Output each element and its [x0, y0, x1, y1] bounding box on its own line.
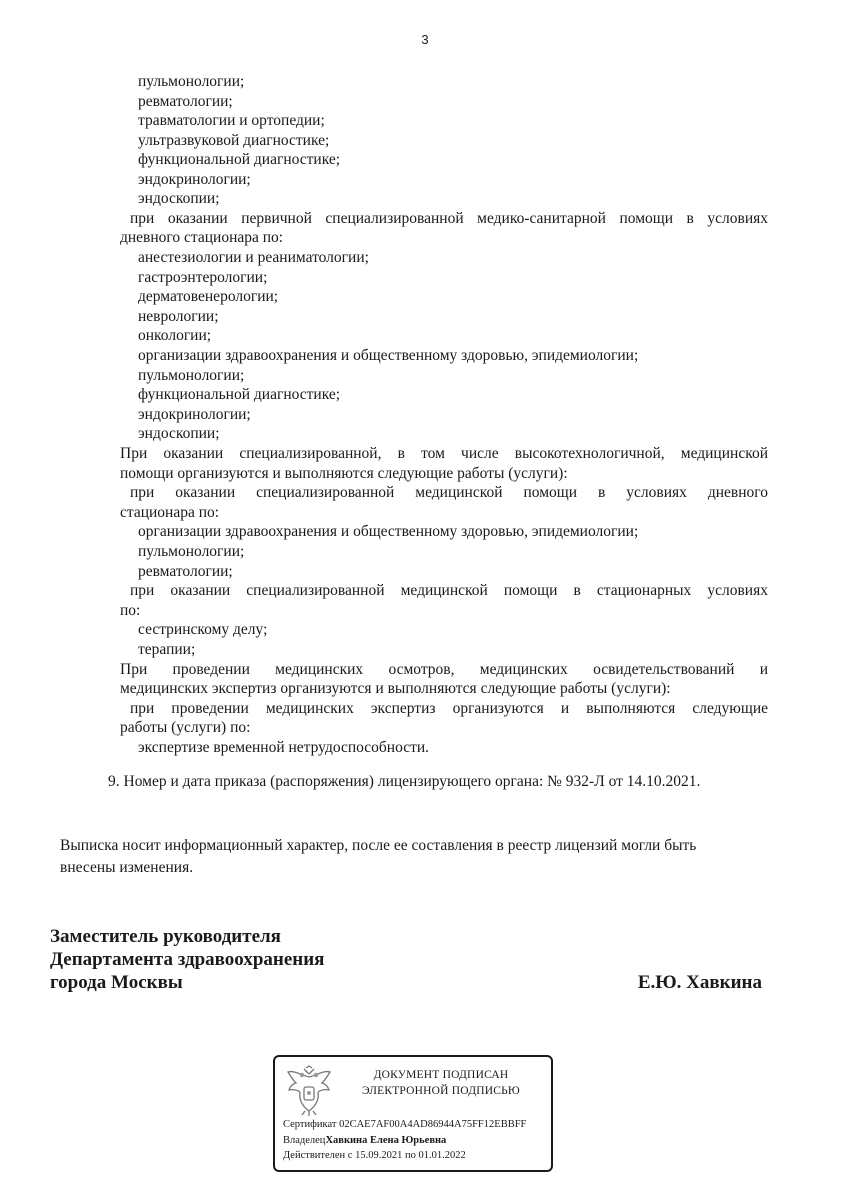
- list-item: организации здравоохранения и общественному здоровью, эпидемиологии;: [138, 523, 639, 540]
- signatory-title-1: Заместитель руководителя: [50, 926, 281, 947]
- list-item: сестринскому делу;: [138, 621, 268, 638]
- list-item: функциональной диагностике;: [138, 386, 341, 403]
- signatory-name: Е.Ю. Хавкина: [637, 972, 762, 993]
- certificate-value: 02CAE7AF00A4AD86944A75FF12EBBFF: [339, 1119, 527, 1130]
- section-intro-cont: дневного стационара по:: [120, 229, 284, 246]
- signatory-title-3: города Москвы: [50, 972, 183, 993]
- disclaimer-line-1: Выписка носит информационный характер, после ее составления в реестр лицензий могли быть: [60, 837, 697, 854]
- list-item: неврологии;: [138, 308, 219, 325]
- list-item: онкологии;: [138, 327, 212, 344]
- validity-row: Действителен с 15.09.2021 по 01.01.2022: [283, 1150, 466, 1161]
- list-item: эндоскопии;: [138, 190, 220, 207]
- list-item: организации здравоохранения и общественному здоровью, эпидемиологии;: [138, 347, 639, 364]
- signatory-title-2: Департамента здравоохранения: [50, 949, 325, 970]
- paragraph: При оказании специализированной, в том числе высокотехнологичной, медицинской: [120, 445, 768, 462]
- owner-row: [283, 1134, 446, 1148]
- stamp-title-2: ЭЛЕКТРОННОЙ ПОДПИСЬЮ: [362, 1085, 520, 1097]
- list-item: ревматологии;: [138, 93, 233, 110]
- section-intro: при оказании первичной специализированной медико-санитарной помощи в условиях: [130, 210, 768, 227]
- list-item: эндоскопии;: [138, 425, 220, 442]
- list-item: дерматовенерологии;: [138, 288, 279, 305]
- list-item: анестезиологии и реаниматологии;: [138, 249, 369, 266]
- list-item: ревматологии;: [138, 563, 233, 580]
- list-item: пульмонологии;: [138, 543, 245, 560]
- paragraph-cont: медицинских экспертиз организуются и выполняются следующие работы (услуги):: [120, 680, 671, 697]
- list-item: эндокринологии;: [138, 406, 251, 423]
- page-number: 3: [421, 32, 429, 47]
- item-9: 9. Номер и дата приказа (распоряжения) лицензирующего органа: № 932-Л от 14.10.2021.: [108, 773, 701, 790]
- section-intro: при оказании специализированной медицинской помощи в условиях дневного: [130, 484, 768, 501]
- paragraph: При проведении медицинских осмотров, медицинских освидетельствований и: [120, 661, 768, 678]
- disclaimer-line-2: внесены изменения.: [60, 859, 194, 876]
- section-intro-cont: по:: [120, 602, 141, 619]
- owner-value: Хавкина Елена Юрьевна: [325, 1135, 447, 1146]
- section-intro: при проведении медицинских экспертиз организуются и выполняются следующие: [130, 700, 768, 717]
- certificate-row: [283, 1118, 526, 1132]
- coat-of-arms-icon: [285, 1065, 333, 1117]
- list-item: гастроэнтерологии;: [138, 269, 268, 286]
- stamp-title-1: ДОКУМЕНТ ПОДПИСАН: [373, 1069, 509, 1081]
- list-item: эндокринологии;: [138, 171, 251, 188]
- section-intro: при оказании специализированной медицинской помощи в стационарных условиях: [130, 582, 768, 599]
- owner-label: Владелец: [283, 1135, 326, 1146]
- list-item: функциональной диагностике;: [138, 151, 341, 168]
- list-item: экспертизе временной нетрудоспособности.: [138, 739, 430, 756]
- section-intro-cont: работы (услуги) по:: [120, 719, 251, 736]
- list-item: терапии;: [138, 641, 196, 658]
- certificate-label: Сертификат: [283, 1119, 337, 1130]
- list-item: пульмонологии;: [138, 367, 245, 384]
- e-signature-stamp: [273, 1055, 553, 1172]
- section-intro-cont: стационара по:: [120, 504, 220, 521]
- list-item: пульмонологии;: [138, 73, 245, 90]
- paragraph-cont: помощи организуются и выполняются следующие работы (услуги):: [120, 465, 568, 482]
- list-item: травматологии и ортопедии;: [138, 112, 325, 129]
- list-item: ультразвуковой диагностике;: [138, 132, 330, 149]
